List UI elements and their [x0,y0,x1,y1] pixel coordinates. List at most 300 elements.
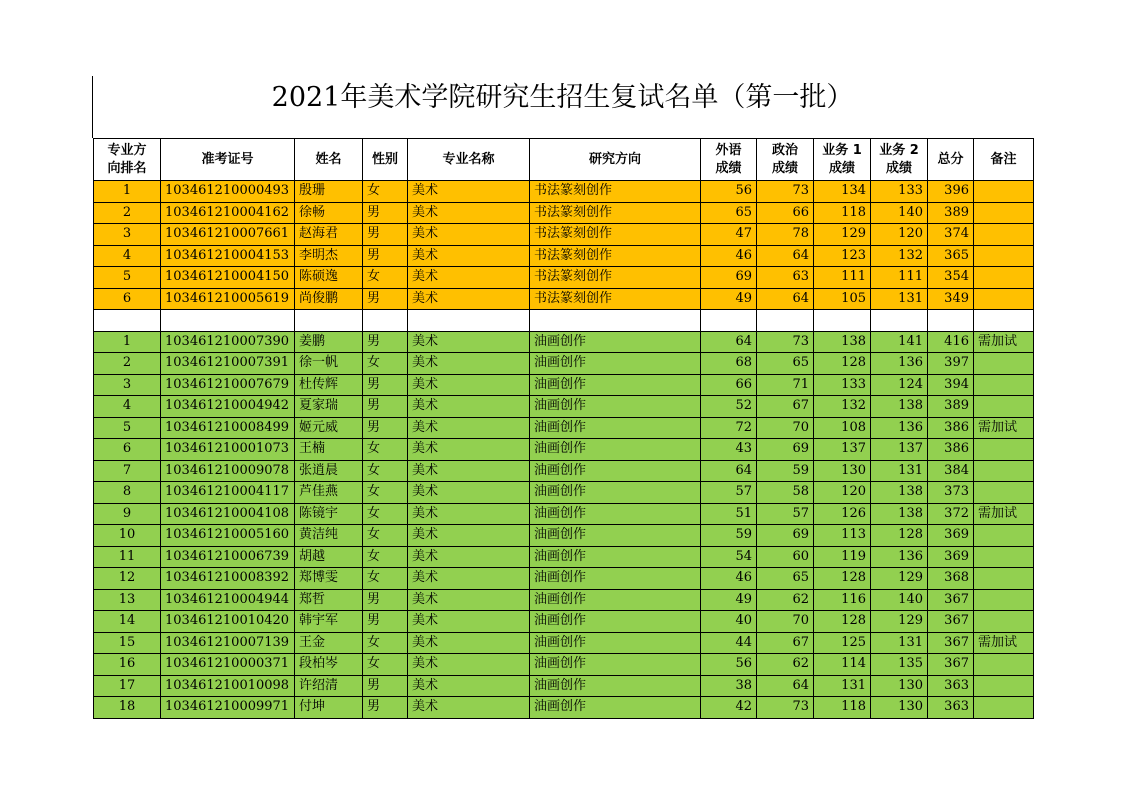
table-row [94,654,1034,676]
foreign-score-cell: 68 [701,353,757,375]
header-major: 专业名称 [408,139,530,181]
direction-cell: 油画创作 [530,611,701,633]
major1-score-cell: 119 [814,546,871,568]
direction-cell: 油画创作 [530,439,701,461]
table-row [94,417,1034,439]
note-cell [974,288,1034,310]
name-cell: 杜传辉 [295,374,363,396]
total-score-cell: 365 [928,245,974,267]
rank-cell: 18 [94,697,161,719]
total-score-cell: 394 [928,374,974,396]
header-total: 总分 [928,139,974,181]
note-cell [974,267,1034,289]
major-cell: 美术 [408,675,530,697]
foreign-score-cell: 52 [701,396,757,418]
direction-cell: 油画创作 [530,654,701,676]
politics-score-cell: 63 [757,267,814,289]
major-cell: 美术 [408,568,530,590]
total-score-cell: 367 [928,654,974,676]
politics-score-cell: 60 [757,546,814,568]
direction-cell: 书法篆刻创作 [530,267,701,289]
major1-score-cell: 125 [814,632,871,654]
politics-score-cell: 64 [757,245,814,267]
major-cell: 美术 [408,417,530,439]
note-cell [974,525,1034,547]
exam-id-cell: 103461210005619 [161,288,295,310]
sex-cell: 男 [363,697,408,719]
major1-score-cell: 123 [814,245,871,267]
rank-cell: 7 [94,460,161,482]
major1-score-cell: 116 [814,589,871,611]
table-row [94,525,1034,547]
direction-cell: 油画创作 [530,353,701,375]
name-cell: 赵海君 [295,224,363,246]
sex-cell: 女 [363,503,408,525]
rank-cell: 15 [94,632,161,654]
major2-score-cell: 130 [871,675,928,697]
table-row [94,202,1034,224]
exam-id-cell: 103461210000371 [161,654,295,676]
note-cell [974,697,1034,719]
sex-cell: 男 [363,288,408,310]
page-title: 2021年美术学院研究生招生复试名单（第一批） [271,82,854,113]
major-cell: 美术 [408,224,530,246]
politics-score-cell: 67 [757,632,814,654]
direction-cell: 书法篆刻创作 [530,181,701,203]
header-row [94,139,1034,181]
empty-cell [974,310,1034,332]
total-score-cell: 386 [928,439,974,461]
header-major2: 业务 2 成绩 [871,139,928,181]
table-row [94,482,1034,504]
direction-cell: 书法篆刻创作 [530,245,701,267]
name-cell: 韩宇军 [295,611,363,633]
header-major1: 业务 1 成绩 [814,139,871,181]
foreign-score-cell: 64 [701,331,757,353]
name-cell: 郑博雯 [295,568,363,590]
foreign-score-cell: 59 [701,525,757,547]
major2-score-cell: 111 [871,267,928,289]
empty-cell [701,310,757,332]
exam-id-cell: 103461210001073 [161,439,295,461]
rank-cell: 4 [94,245,161,267]
major2-score-cell: 130 [871,697,928,719]
major-cell: 美术 [408,245,530,267]
foreign-score-cell: 54 [701,546,757,568]
exam-id-cell: 103461210008392 [161,568,295,590]
foreign-score-cell: 38 [701,675,757,697]
rank-cell: 4 [94,396,161,418]
foreign-score-cell: 47 [701,224,757,246]
name-cell: 王金 [295,632,363,654]
major-cell: 美术 [408,181,530,203]
politics-score-cell: 73 [757,181,814,203]
foreign-score-cell: 44 [701,632,757,654]
name-cell: 胡越 [295,546,363,568]
foreign-score-cell: 49 [701,288,757,310]
major1-score-cell: 126 [814,503,871,525]
total-score-cell: 368 [928,568,974,590]
major1-score-cell: 128 [814,568,871,590]
politics-score-cell: 67 [757,396,814,418]
exam-id-cell: 103461210004944 [161,589,295,611]
foreign-score-cell: 43 [701,439,757,461]
sex-cell: 女 [363,181,408,203]
direction-cell: 书法篆刻创作 [530,224,701,246]
sex-cell: 女 [363,267,408,289]
foreign-score-cell: 46 [701,568,757,590]
major2-score-cell: 129 [871,611,928,633]
politics-score-cell: 64 [757,675,814,697]
exam-id-cell: 103461210006739 [161,546,295,568]
sex-cell: 女 [363,546,408,568]
name-cell: 张逍晨 [295,460,363,482]
note-cell: 需加试 [974,632,1034,654]
sex-cell: 男 [363,245,408,267]
empty-cell [814,310,871,332]
exam-id-cell: 103461210004108 [161,503,295,525]
direction-cell: 油画创作 [530,632,701,654]
note-cell [974,224,1034,246]
note-cell [974,181,1034,203]
table-row [94,460,1034,482]
direction-cell: 油画创作 [530,525,701,547]
major2-score-cell: 129 [871,568,928,590]
total-score-cell: 369 [928,546,974,568]
foreign-score-cell: 69 [701,267,757,289]
note-cell [974,589,1034,611]
header-rank: 专业方 向排名 [94,139,161,181]
name-cell: 夏家瑞 [295,396,363,418]
politics-score-cell: 58 [757,482,814,504]
major1-score-cell: 113 [814,525,871,547]
exam-id-cell: 103461210010420 [161,611,295,633]
foreign-score-cell: 56 [701,181,757,203]
total-score-cell: 354 [928,267,974,289]
direction-cell: 油画创作 [530,503,701,525]
major1-score-cell: 120 [814,482,871,504]
rank-cell: 17 [94,675,161,697]
note-cell [974,675,1034,697]
major2-score-cell: 131 [871,460,928,482]
major-cell: 美术 [408,439,530,461]
rank-cell: 12 [94,568,161,590]
rank-cell: 10 [94,525,161,547]
sex-cell: 女 [363,568,408,590]
major2-score-cell: 132 [871,245,928,267]
sex-cell: 女 [363,632,408,654]
note-cell [974,396,1034,418]
note-cell [974,374,1034,396]
exam-id-cell: 103461210007679 [161,374,295,396]
table-row [94,546,1034,568]
foreign-score-cell: 46 [701,245,757,267]
name-cell: 姬元威 [295,417,363,439]
major2-score-cell: 137 [871,439,928,461]
direction-cell: 油画创作 [530,396,701,418]
direction-cell: 油画创作 [530,568,701,590]
foreign-score-cell: 49 [701,589,757,611]
direction-cell: 书法篆刻创作 [530,288,701,310]
rank-cell: 2 [94,353,161,375]
rank-cell: 6 [94,288,161,310]
exam-id-cell: 103461210004150 [161,267,295,289]
name-cell: 尚俊鹏 [295,288,363,310]
major1-score-cell: 118 [814,202,871,224]
name-cell: 陈硕逸 [295,267,363,289]
total-score-cell: 373 [928,482,974,504]
major-cell: 美术 [408,697,530,719]
sex-cell: 男 [363,331,408,353]
major2-score-cell: 136 [871,417,928,439]
exam-id-cell: 103461210008499 [161,417,295,439]
major-cell: 美术 [408,353,530,375]
rank-cell: 5 [94,417,161,439]
name-cell: 王楠 [295,439,363,461]
note-cell [974,353,1034,375]
table-row [94,245,1034,267]
empty-cell [871,310,928,332]
table-row [94,675,1034,697]
major1-score-cell: 111 [814,267,871,289]
major2-score-cell: 140 [871,202,928,224]
politics-score-cell: 59 [757,460,814,482]
table-row [94,396,1034,418]
table-row [94,267,1034,289]
major1-score-cell: 105 [814,288,871,310]
total-score-cell: 384 [928,460,974,482]
sex-cell: 女 [363,525,408,547]
major-cell: 美术 [408,460,530,482]
politics-score-cell: 66 [757,202,814,224]
note-cell: 需加试 [974,331,1034,353]
header-note: 备注 [974,139,1034,181]
politics-score-cell: 62 [757,589,814,611]
major-cell: 美术 [408,374,530,396]
foreign-score-cell: 40 [701,611,757,633]
total-score-cell: 349 [928,288,974,310]
total-score-cell: 367 [928,632,974,654]
sex-cell: 女 [363,460,408,482]
rank-cell: 1 [94,331,161,353]
rank-cell: 2 [94,202,161,224]
total-score-cell: 369 [928,525,974,547]
note-cell [974,202,1034,224]
direction-cell: 油画创作 [530,675,701,697]
exam-id-cell: 103461210004942 [161,396,295,418]
exam-id-cell: 103461210009971 [161,697,295,719]
politics-score-cell: 65 [757,353,814,375]
name-cell: 姜鹏 [295,331,363,353]
header-direction: 研究方向 [530,139,701,181]
major2-score-cell: 131 [871,288,928,310]
name-cell: 徐畅 [295,202,363,224]
foreign-score-cell: 64 [701,460,757,482]
total-score-cell: 363 [928,675,974,697]
name-cell: 李明杰 [295,245,363,267]
name-cell: 殷珊 [295,181,363,203]
empty-cell [530,310,701,332]
total-score-cell: 367 [928,589,974,611]
major-cell: 美术 [408,525,530,547]
table-row [94,589,1034,611]
note-cell [974,460,1034,482]
table-row [94,568,1034,590]
empty-cell [408,310,530,332]
politics-score-cell: 69 [757,525,814,547]
table-row [94,288,1034,310]
total-score-cell: 372 [928,503,974,525]
empty-cell [363,310,408,332]
candidate-table [93,138,1034,719]
header-name: 姓名 [295,139,363,181]
major1-score-cell: 133 [814,374,871,396]
exam-id-cell: 103461210007390 [161,331,295,353]
politics-score-cell: 65 [757,568,814,590]
exam-id-cell: 103461210007391 [161,353,295,375]
major-cell: 美术 [408,503,530,525]
politics-score-cell: 64 [757,288,814,310]
name-cell: 陈镜宇 [295,503,363,525]
table-row [94,611,1034,633]
major1-score-cell: 129 [814,224,871,246]
note-cell [974,245,1034,267]
politics-score-cell: 62 [757,654,814,676]
exam-id-cell: 103461210010098 [161,675,295,697]
major1-score-cell: 130 [814,460,871,482]
politics-score-cell: 69 [757,439,814,461]
politics-score-cell: 70 [757,417,814,439]
major2-score-cell: 120 [871,224,928,246]
major1-score-cell: 138 [814,331,871,353]
sex-cell: 男 [363,202,408,224]
header-exam-id: 准考证号 [161,139,295,181]
major1-score-cell: 128 [814,611,871,633]
sex-cell: 男 [363,396,408,418]
separator-row [94,310,1034,332]
major2-score-cell: 136 [871,353,928,375]
exam-id-cell: 103461210004162 [161,202,295,224]
total-score-cell: 396 [928,181,974,203]
exam-id-cell: 103461210007661 [161,224,295,246]
exam-id-cell: 103461210004153 [161,245,295,267]
table-row [94,439,1034,461]
name-cell: 徐一帆 [295,353,363,375]
foreign-score-cell: 66 [701,374,757,396]
foreign-score-cell: 65 [701,202,757,224]
empty-cell [161,310,295,332]
major-cell: 美术 [408,611,530,633]
note-cell [974,546,1034,568]
table-row [94,697,1034,719]
sex-cell: 男 [363,675,408,697]
note-cell [974,439,1034,461]
major-cell: 美术 [408,632,530,654]
sex-cell: 女 [363,654,408,676]
major2-score-cell: 138 [871,503,928,525]
rank-cell: 13 [94,589,161,611]
direction-cell: 油画创作 [530,374,701,396]
note-cell: 需加试 [974,417,1034,439]
sex-cell: 女 [363,439,408,461]
major2-score-cell: 124 [871,374,928,396]
total-score-cell: 367 [928,611,974,633]
exam-id-cell: 103461210007139 [161,632,295,654]
major1-score-cell: 137 [814,439,871,461]
major2-score-cell: 141 [871,331,928,353]
politics-score-cell: 73 [757,331,814,353]
note-cell [974,654,1034,676]
sex-cell: 男 [363,589,408,611]
rank-cell: 9 [94,503,161,525]
name-cell: 黄洁纯 [295,525,363,547]
empty-cell [295,310,363,332]
major2-score-cell: 128 [871,525,928,547]
table-row [94,181,1034,203]
table-row [94,353,1034,375]
major-cell: 美术 [408,396,530,418]
sex-cell: 男 [363,417,408,439]
empty-cell [757,310,814,332]
direction-cell: 油画创作 [530,482,701,504]
total-score-cell: 416 [928,331,974,353]
empty-cell [928,310,974,332]
rank-cell: 8 [94,482,161,504]
direction-cell: 书法篆刻创作 [530,202,701,224]
rank-cell: 14 [94,611,161,633]
foreign-score-cell: 57 [701,482,757,504]
major2-score-cell: 138 [871,482,928,504]
name-cell: 付坤 [295,697,363,719]
major2-score-cell: 131 [871,632,928,654]
total-score-cell: 389 [928,396,974,418]
table-row [94,224,1034,246]
note-cell: 需加试 [974,503,1034,525]
direction-cell: 油画创作 [530,460,701,482]
politics-score-cell: 71 [757,374,814,396]
rank-cell: 6 [94,439,161,461]
name-cell: 段柏岑 [295,654,363,676]
rank-cell: 5 [94,267,161,289]
rank-cell: 16 [94,654,161,676]
major2-score-cell: 140 [871,589,928,611]
exam-id-cell: 103461210000493 [161,181,295,203]
table-row [94,374,1034,396]
table-row [94,632,1034,654]
major1-score-cell: 131 [814,675,871,697]
politics-score-cell: 73 [757,697,814,719]
exam-id-cell: 103461210005160 [161,525,295,547]
major-cell: 美术 [408,546,530,568]
direction-cell: 油画创作 [530,697,701,719]
total-score-cell: 363 [928,697,974,719]
header-foreign: 外语 成绩 [701,139,757,181]
sex-cell: 女 [363,482,408,504]
major-cell: 美术 [408,589,530,611]
note-cell [974,568,1034,590]
politics-score-cell: 57 [757,503,814,525]
major2-score-cell: 138 [871,396,928,418]
exam-id-cell: 103461210009078 [161,460,295,482]
major-cell: 美术 [408,202,530,224]
foreign-score-cell: 42 [701,697,757,719]
note-cell [974,611,1034,633]
table-row [94,331,1034,353]
total-score-cell: 389 [928,202,974,224]
table-row [94,503,1034,525]
name-cell: 芦佳燕 [295,482,363,504]
major-cell: 美术 [408,331,530,353]
